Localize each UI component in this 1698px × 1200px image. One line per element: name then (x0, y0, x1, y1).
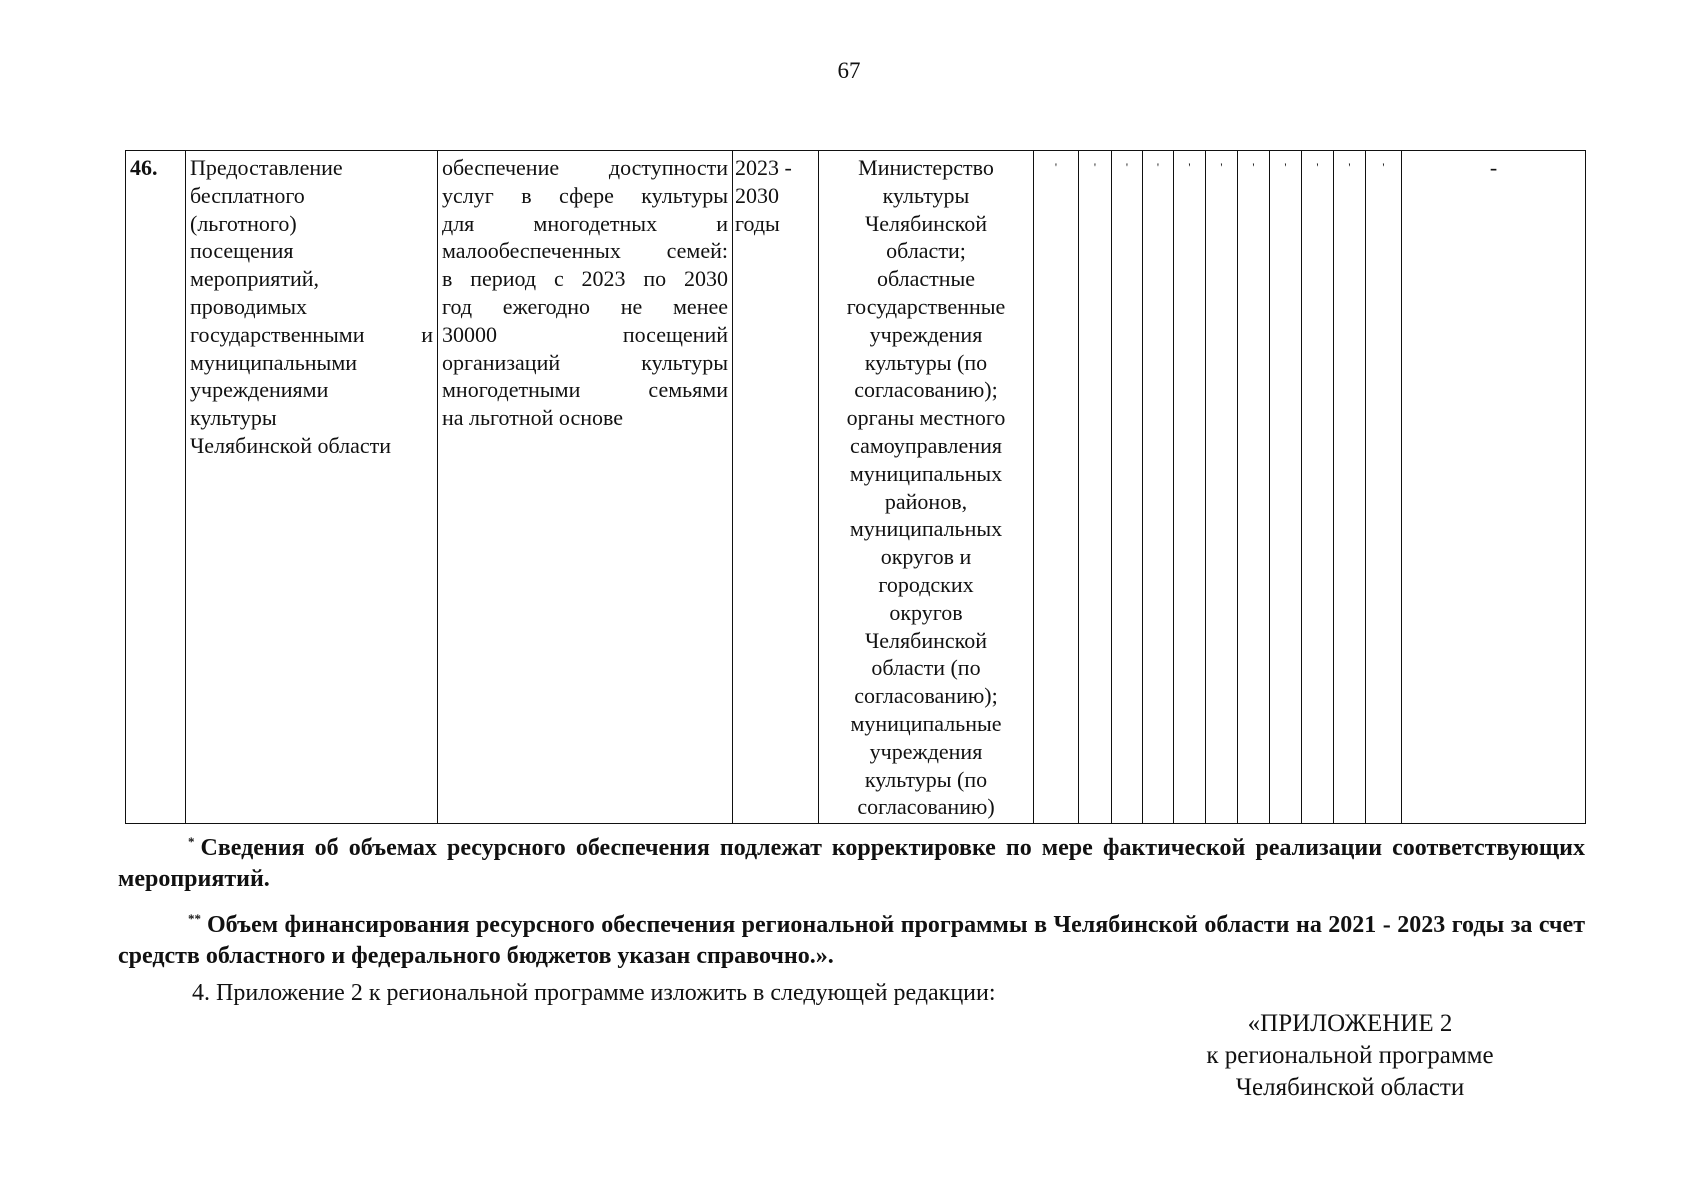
funding-cell: ' (1034, 151, 1079, 824)
executor-line: Челябинской (864, 210, 987, 236)
executor-line: согласованию); (854, 377, 998, 403)
footnote-1-marker: * (188, 834, 195, 849)
funding-cell: ' (1206, 151, 1238, 824)
executor-line: согласованию) (857, 794, 995, 820)
activity-line: посещения (190, 238, 294, 264)
appendix-heading (1150, 1008, 1550, 1104)
result-line: многодетными семьями (442, 377, 728, 403)
executor-line: муниципальных (849, 516, 1003, 542)
period-line: 2030 (735, 182, 779, 208)
result-line: для многодетных и (442, 210, 728, 236)
funding-cell: ' (1079, 151, 1112, 824)
executor-line: городских (878, 571, 974, 597)
footnote-2 (118, 903, 1585, 972)
period-line: годы (735, 210, 780, 236)
funding-cell: ' (1112, 151, 1143, 824)
result-line: 30000 посещений (442, 321, 728, 347)
funding-cell: ' (1302, 151, 1334, 824)
page-number: 67 (837, 58, 861, 83)
funding-cell: ' (1143, 151, 1174, 824)
footnote-1-text: Сведения об объемах ресурсного обеспечения подлежат корректировке по мере фактической реализации соответствующих мероприятий. (118, 835, 1585, 892)
executor-line: учреждения (869, 321, 983, 347)
executor-line: Челябинской (864, 627, 987, 653)
activity-line: мероприятий, (190, 266, 320, 292)
result-line: на льготной основе (442, 405, 624, 431)
activity-line: Челябинской области (190, 432, 392, 458)
table-row (126, 151, 1586, 824)
row-number: 46. (126, 151, 186, 824)
funding-cell: ' (1270, 151, 1302, 824)
executor-line: области (по (871, 655, 981, 681)
activity-line: учреждениями (190, 377, 329, 403)
activity-line: государственными и (190, 321, 433, 347)
period-cell (733, 151, 819, 824)
executor-line: Министерство (858, 155, 994, 180)
last-cell: - (1402, 151, 1586, 824)
executor-line: округов (889, 599, 963, 625)
activity-line: культуры (190, 405, 277, 431)
appendix-title: «ПРИЛОЖЕНИЕ 2 (1247, 1010, 1453, 1037)
executor-line: области; (886, 238, 966, 264)
executor-line: государственные (846, 293, 1006, 319)
result-line: в период с 2023 по 2030 (442, 266, 728, 292)
executor-line: органы местного (846, 405, 1006, 431)
executor-line: муниципальных (849, 460, 1003, 486)
footnote-1 (118, 826, 1585, 895)
executor-line: культуры (882, 182, 970, 208)
executor-line: культуры (по (864, 349, 988, 375)
executor-line: согласованию); (854, 683, 998, 709)
funding-cell: ' (1238, 151, 1270, 824)
funding-cell: ' (1334, 151, 1366, 824)
footnotes (118, 826, 1585, 1009)
executor-line: районов, (884, 488, 968, 514)
result-line: услуг в сфере культуры (442, 182, 728, 208)
executor-line: округов и (880, 544, 972, 570)
activity-line: бесплатного (190, 182, 305, 208)
appendix-subtitle: к региональной программе (1206, 1042, 1494, 1069)
footnote-2-text: Объем финансирования ресурсного обеспечения региональной программы в Челябинской области на 2021 - 2023 годы за счет средств областного и федерального бюджетов указан справочно.». (118, 912, 1585, 969)
instruction-paragraph: 4. Приложение 2 к региональной программе изложить в следующей редакции: (192, 980, 996, 1006)
result-cell (438, 151, 733, 824)
program-table (125, 150, 1586, 824)
activity-line: проводимых (190, 293, 308, 319)
period-line: 2023 - (735, 155, 792, 180)
result-line: обеспечение доступности (442, 155, 728, 180)
executor-line: муниципальные (850, 710, 1002, 736)
activity-line: Предоставление (190, 155, 343, 180)
funding-cell: ' (1174, 151, 1206, 824)
executor-line: областные (876, 266, 976, 292)
executors-cell (819, 151, 1034, 824)
executor-line: культуры (по (864, 766, 988, 792)
activity-cell (186, 151, 438, 824)
activity-line: (льготного) (190, 210, 297, 236)
result-line: малообеспеченных семей: (442, 238, 728, 264)
executor-line: самоуправления (850, 432, 1002, 458)
result-line: год ежегодно не менее (442, 293, 728, 319)
result-line: организаций культуры (442, 349, 728, 375)
funding-cell: ' (1366, 151, 1402, 824)
activity-line: муниципальными (190, 349, 358, 375)
appendix-region: Челябинской области (1235, 1074, 1465, 1101)
footnote-2-marker: ** (188, 911, 201, 926)
executor-line: учреждения (869, 738, 983, 764)
